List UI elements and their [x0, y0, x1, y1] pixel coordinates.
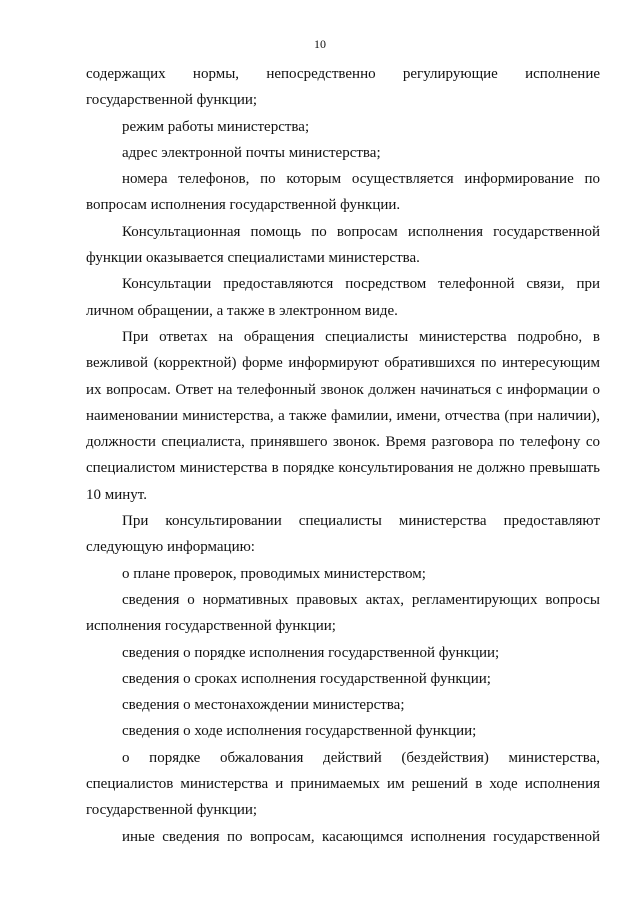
document-body: [86, 61, 600, 850]
list-item-execution-progress: сведения о ходе исполнения государственной функции;: [122, 723, 477, 740]
list-item-appeal-procedure: о порядке обжалования действий (бездействия) министерства, специалистов министерства и принимаемых им решений в ходе исполнения государственной функции;: [86, 749, 600, 819]
page-number: 10: [314, 37, 326, 51]
paragraph-consultation-info-intro: При консультировании специалисты министерства предоставляют следующую информацию:: [86, 513, 600, 556]
paragraph-email-address: адрес электронной почты министерства;: [122, 144, 381, 161]
list-item-normative-acts: сведения о нормативных правовых актах, регламентирующих вопросы исполнения государственной функции;: [86, 591, 600, 635]
list-item-execution-terms: сведения о сроках исполнения государственной функции;: [122, 670, 491, 687]
paragraph-consultation-means: Консультации предоставляются посредством телефонной связи, при личном обращении, а также в электронном виде.: [86, 276, 600, 319]
list-item-other-info: иные сведения по вопросам, касающимся исполнения государственной: [122, 828, 600, 845]
paragraph-consultation-help: Консультационная помощь по вопросам исполнения государственной функции оказывается специалистами министерства.: [86, 223, 600, 267]
list-item-inspection-plan: о плане проверок, проводимых министерством;: [122, 565, 426, 582]
list-item-ministry-location: сведения о местонахождении министерства;: [122, 697, 405, 714]
paragraph-answer-rules: При ответах на обращения специалисты министерства подробно, в вежливой (корректной) форме информируют обратившихся по интересующим их вопросам. Ответ на телефонный звонок должен начинаться с информации о наименовании министерства, а также фамилии, имени, отчества (при наличии), должности специалиста, принявшего звонок. Время разговора по телефону со специалистом министерства в порядке консультирования не должно превышать 10 минут.: [86, 328, 600, 503]
paragraph-work-schedule: режим работы министерства;: [122, 118, 310, 135]
paragraph-continuation: содержащих нормы, непосредственно регулирующие исполнение государственной функции;: [86, 66, 600, 109]
paragraph-phone-numbers: номера телефонов, по которым осуществляется информирование по вопросам исполнения государственной функции.: [86, 171, 600, 214]
list-item-execution-procedure: сведения о порядке исполнения государственной функции;: [122, 644, 500, 661]
